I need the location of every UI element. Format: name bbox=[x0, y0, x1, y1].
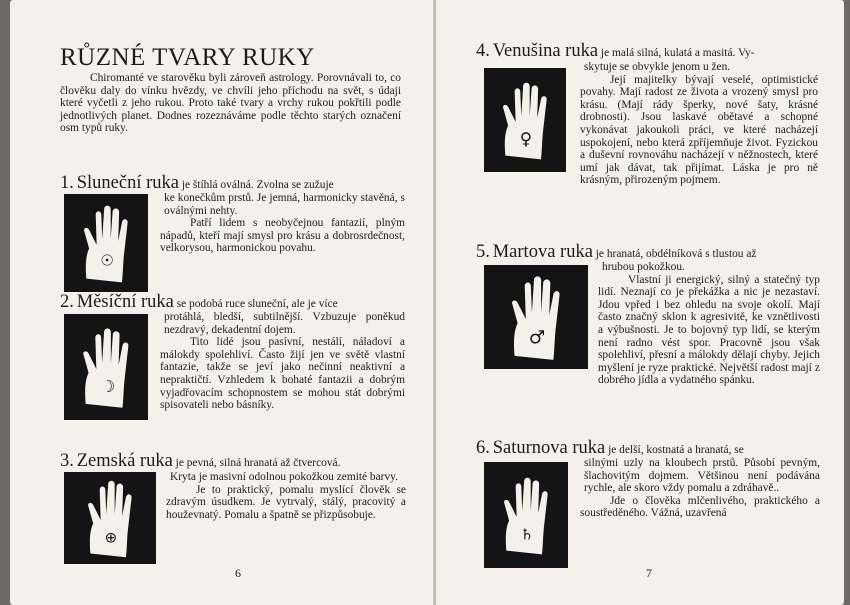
page-number-left: 6 bbox=[235, 566, 241, 580]
section-heading-saturn: 6. Saturnova ruka je delší, kostnatá a hranatá, se bbox=[476, 438, 744, 458]
moon-hand-icon bbox=[64, 314, 148, 420]
intro-paragraph: Chiromanté ve starověku byli zároveň astrology. Porovnávali to, co člověku daly do vínku hvězdy, ve chvíli jeho příchodu na svět, s údaji které vyčetli z jeho rukou. Proto také tvary a vrchy rukou pokřtili podle jednotlivých planet. Dodnes rozeznáváme podle těchto starých označení osm typů ruky. bbox=[60, 72, 401, 135]
section-text-mars: hrubou pokožkou. Vlastní ji energický, silný a statečný typ lidí. Neznají co je překážka a nic je nezastaví. Jdou vpřed i bez ohledu na svoje okolí. Mají často značný sklon k agresivitě, ke vznětlivosti a výbušnosti. Je to bojovný typ lidí, se kterým není radno vést spor. Pracovně jsou však spolehliví, přesní a málokdy dělají chyby. Jejich myšlení je ryze praktické. Největší radost mají z dobrého jídla a vydatného spánku. bbox=[598, 261, 820, 387]
svg-text:♂: ♂ bbox=[528, 327, 546, 349]
section-name: Sluneční ruka bbox=[76, 173, 179, 193]
earth-hand-icon bbox=[64, 472, 156, 564]
svg-text:☽: ☽ bbox=[100, 377, 116, 397]
svg-text:♀: ♀ bbox=[519, 128, 533, 149]
section-name: Zemská ruka bbox=[76, 451, 173, 471]
left-page bbox=[10, 0, 435, 605]
section-name: Venušina ruka bbox=[492, 41, 599, 61]
saturn-hand-icon bbox=[484, 462, 568, 568]
section-heading-venus: 4. Venušina ruka je malá silná, kulatá a masitá. Vy- bbox=[476, 41, 755, 61]
section-text-venus: skytuje se obvykle jenom u žen. Její majitelky bývají veselé, optimistické povahy. Mají radost ze života a vrozený smysl pro krásu. (Mají rády šperky, nové šaty, krásné drobnosti). Jsou laskavé obětavé a schopné vykonávat jakoukoli práci, ve které nacházejí uspokojení, nebo která zpříjemňuje život. Fyzickou a duševní rovnováhu nacházejí v něžnostech, které umí jak dávat, tak přijímat. Láska je pro ně krásným, přirozeným pojmem. bbox=[580, 61, 818, 187]
section-heading-mars: 5. Martova ruka je hranatá, obdélníková s tlustou až bbox=[476, 242, 757, 262]
mars-hand-icon bbox=[484, 265, 588, 369]
sun-hand-icon bbox=[64, 194, 148, 292]
page-number-right: 7 bbox=[646, 566, 652, 580]
section-heading-moon: 2. Měsíční ruka se podobá ruce sluneční, ale je více bbox=[60, 292, 338, 312]
section-text-saturn: silnými uzly na kloubech prstů. Působí pevným, šlachovitým dojmem. Většinou není podávána rychle, ale skoro vždy pomalu a zdráhavě.. Jde o člověka mlčenlivého, praktického a soustředěného. Vážná, uzavřená bbox=[580, 457, 820, 520]
section-heading-sun: 1. Sluneční ruka je štíhlá oválná. Zvolna se zužuje bbox=[60, 173, 334, 193]
section-heading-earth: 3. Zemská ruka je pevná, silná hranatá až čtvercová. bbox=[60, 451, 341, 471]
section-text-earth: Kryta je masivní odolnou pokožkou zemité barvy. Je to praktický, pomalu myslící člověk se zdravým úsudkem. Je vytrvalý, stálý, pracovitý a houževnatý. Pomalu a špatně se přizpůsobuje. bbox=[166, 471, 406, 521]
venus-hand-icon bbox=[484, 68, 566, 172]
svg-text:☉: ☉ bbox=[100, 251, 114, 270]
section-name: Saturnova ruka bbox=[492, 438, 606, 458]
right-page bbox=[436, 0, 844, 605]
section-text-moon: protáhlá, bledší, subtilnější. Vzbuzuje poněkud nezdravý, dekadentní dojem. Tito lidé jsou pasívní, nestálí, náladoví a málokdy spolehliví. Často žijí jen ve světě vlastní fantazie, takže se jeví jako nečinní neaktivní a nepraktičtí. Vzhledem k bohaté fantazii a dobrým vyjadřovacím schopnostem se mohou stát dobrými spisovateli nebo básníky. bbox=[160, 311, 405, 412]
section-text-sun: ke konečkům prstů. Je jemná, harmonicky stavěná, s oválnými nehty. Patří lidem s neobyčejnou fantazií, plným nápadů, kteří mají smysl pro krásu a dobrosrdečnost, velkorysou, harmonickou povahu. bbox=[160, 192, 405, 255]
section-name: Měsíční ruka bbox=[76, 292, 174, 312]
svg-text:⊕: ⊕ bbox=[104, 528, 118, 547]
svg-text:♄: ♄ bbox=[520, 525, 534, 544]
section-name: Martova ruka bbox=[492, 242, 593, 262]
page-title: RŮZNÉ TVARY RUKY bbox=[60, 44, 315, 71]
